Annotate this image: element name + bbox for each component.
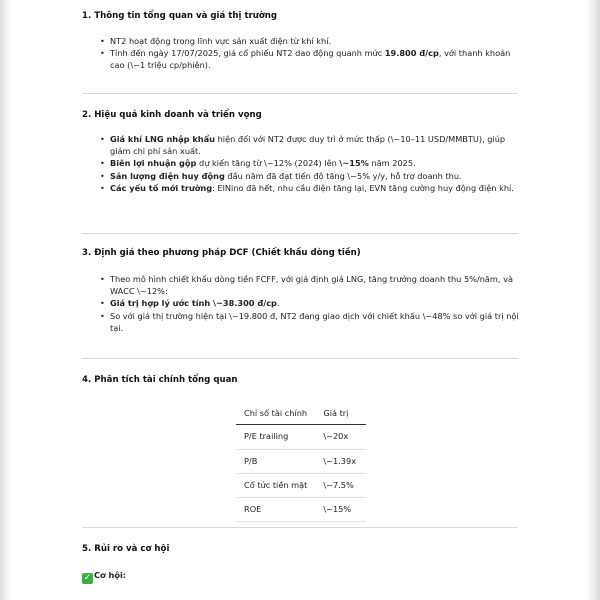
list-item-text: Theo mô hình chiết khấu dòng tiền FCFF, với giả định giá LNG, tăng trưởng doanh thu 5%/năm, và WACC \~12%: [110, 273, 513, 297]
table-cell: ROE [236, 498, 315, 522]
list-item-text: hiện đối với NT2 được duy trì ở mức thấp (\~10–11 USD/MMBTU), giúp giảm chi phí sản xuất. [110, 133, 506, 157]
section-overview [82, 10, 522, 72]
divider [82, 358, 518, 359]
table-cell: \~7.5% [315, 473, 366, 497]
section-heading: 2. Hiệu quả kinh doanh và triển vọng [82, 110, 262, 120]
list-item-text: , với thanh khoản cao (\~1 triệu cp/phiên). [110, 48, 511, 71]
list-item [110, 310, 522, 335]
list-item [110, 170, 522, 182]
table-cell: Cổ tức tiền mặt [236, 473, 315, 497]
table-header: Chỉ số tài chính [236, 403, 315, 425]
list-item-text: dự kiến tăng từ \~12% (2024) lên [196, 158, 340, 169]
list-item [110, 133, 522, 158]
bold-label: Sản lượng điện huy động [110, 170, 225, 181]
table-cell: P/E trailing [236, 425, 315, 449]
page-left-shadow [0, 0, 12, 600]
divider [82, 233, 518, 234]
list-item-text: So với giá thị trường hiện tại \~19.800 đ, NT2 đang giao dịch với chiết khấu \~48% so với giá trị nội tại. [110, 310, 519, 334]
bold-label: Các yếu tố mới trường [110, 183, 213, 194]
table-cell: \~20x [315, 425, 366, 449]
table-cell: \~1.39x [315, 449, 366, 473]
section-dcf [82, 247, 522, 334]
list-item-text: đầu năm đã đạt tiến độ tăng \~5% y/y, hỗ trợ doanh thu. [224, 170, 462, 181]
section-heading: 5. Rủi ro và cơ hội [82, 544, 170, 554]
section-heading: 1. Thông tin tổng quan và giá thị trường [82, 11, 278, 21]
financial-table [236, 403, 366, 522]
list-item [110, 35, 522, 47]
bold-value: \~15% [339, 158, 369, 169]
list-item-text: Tính đến ngày 17/07/2025, giá cổ phiếu NT2 dao động quanh mức [110, 48, 385, 59]
table-row [236, 498, 366, 522]
fair-value: Giá trị hợp lý ước tính \~38.300 đ/cp [110, 298, 277, 309]
table-cell: P/B [236, 449, 315, 473]
price-value: 19.800 đ/cp [384, 48, 439, 59]
list-item [110, 47, 522, 72]
section-performance [82, 109, 522, 194]
table-header-row [236, 403, 366, 425]
list-item [110, 182, 522, 194]
divider [82, 527, 518, 528]
list-item [110, 157, 522, 169]
table-row [236, 473, 366, 497]
section-risks [82, 543, 522, 584]
bullet-list [82, 273, 522, 334]
list-item-text: : ElNino đã hết, nhu cầu điện tăng lại, EVN tăng cường huy động điện khí. [212, 183, 514, 194]
divider [82, 93, 518, 94]
bullet-list [82, 133, 522, 194]
section-heading: 4. Phân tích tài chính tổng quan [82, 375, 238, 385]
opportunity-heading [82, 569, 522, 584]
check-mark-icon: ✓ [83, 572, 92, 583]
list-item [110, 297, 522, 309]
section-financials [82, 374, 522, 387]
bold-label: Giá khí LNG nhập khẩu [110, 133, 215, 144]
list-item-text: . [276, 298, 280, 309]
bullet-list [82, 35, 522, 72]
list-item-text: NT2 hoạt động trong lĩnh vực sản xuất điện từ khí khí. [110, 35, 332, 46]
section-heading: 3. Định giá theo phương pháp DCF (Chiết khấu dòng tiền) [82, 248, 361, 258]
table-cell: \~15% [315, 498, 366, 522]
table-row [236, 425, 366, 449]
list-item-text: năm 2025. [368, 158, 416, 169]
table-header: Giá trị [315, 403, 366, 425]
bold-label: Biên lợi nhuận gộp [110, 158, 197, 169]
opportunity-label: Cơ hội: [94, 569, 127, 580]
list-item [110, 273, 522, 298]
page-right-shadow [586, 0, 600, 600]
table-row [236, 449, 366, 473]
